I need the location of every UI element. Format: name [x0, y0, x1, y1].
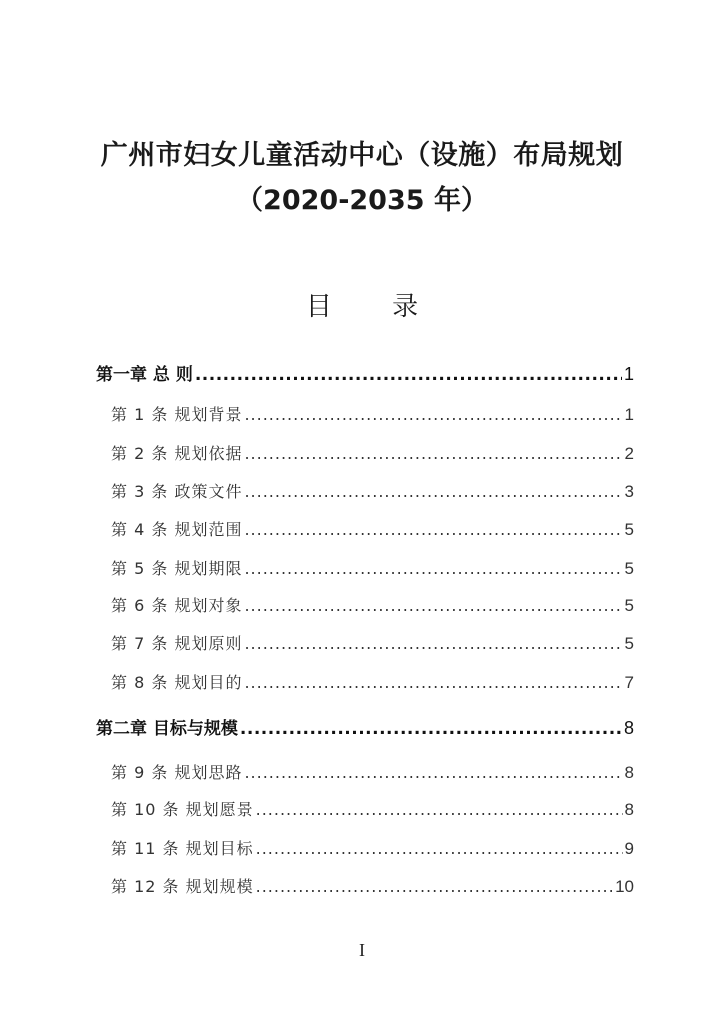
document-subtitle-years: （2020-2035 年） — [236, 185, 488, 216]
toc-entry-page: 1 — [623, 364, 634, 384]
document-title: 广州市妇女儿童活动中心（设施）布局规划 — [100, 140, 624, 171]
toc-entry-label: 第 5 条 规划期限 — [111, 559, 243, 578]
toc-leader-dots — [244, 480, 622, 504]
toc-article-3[interactable] — [111, 480, 634, 504]
toc-leader-dots — [244, 761, 622, 785]
toc-entry-page: 8 — [624, 763, 634, 782]
toc-entry-page: 5 — [624, 634, 634, 653]
toc-entry-page: 8 — [623, 718, 634, 738]
toc-entry-label: 第 11 条 规划目标 — [111, 839, 254, 858]
toc-chapter-2[interactable] — [96, 716, 634, 740]
toc-entry-page: 5 — [624, 559, 634, 578]
toc-entry-label: 第 4 条 规划范围 — [111, 520, 243, 539]
toc-article-11[interactable] — [111, 837, 634, 861]
toc-leader-dots — [244, 671, 622, 695]
toc-leader-dots — [244, 632, 622, 656]
toc-leader-dots — [244, 403, 622, 427]
toc-entry-page: 8 — [624, 800, 634, 819]
toc-entry-page: 2 — [624, 444, 634, 463]
toc-entry-label: 第 9 条 规划思路 — [111, 763, 243, 782]
toc-entry-label: 第一章 总 则 — [96, 365, 193, 385]
toc-article-1[interactable] — [111, 403, 634, 427]
toc-chapter-1[interactable] — [96, 362, 634, 386]
toc-article-9[interactable] — [111, 761, 634, 785]
toc-entry-page: 9 — [624, 839, 634, 858]
toc-leader-dots — [244, 518, 622, 542]
toc-entry-label: 第 6 条 规划对象 — [111, 596, 243, 615]
toc-entry-label: 第 12 条 规划规模 — [111, 877, 254, 896]
toc-article-4[interactable] — [111, 518, 634, 542]
toc-leader-dots — [256, 837, 623, 861]
toc-heading: 目 录 — [305, 292, 445, 322]
toc-leader-dots — [244, 557, 622, 581]
toc-article-5[interactable] — [111, 557, 634, 581]
toc-entry-page: 7 — [624, 673, 634, 692]
toc-leader-dots — [244, 442, 622, 466]
toc-entry-page: 5 — [624, 596, 634, 615]
toc-entry-label: 第 1 条 规划背景 — [111, 405, 243, 424]
toc-article-7[interactable] — [111, 632, 634, 656]
toc-entry-page: 1 — [624, 405, 634, 424]
toc-entry-page: 3 — [624, 482, 634, 501]
toc-article-10[interactable] — [111, 798, 634, 822]
toc-leader-dots — [256, 875, 613, 899]
toc-entry-label: 第 7 条 规划原则 — [111, 634, 243, 653]
toc-leader-dots — [256, 798, 623, 822]
toc-entry-label: 第 8 条 规划目的 — [111, 673, 243, 692]
toc-entry-page: 5 — [624, 520, 634, 539]
toc-entry-label: 第 2 条 规划依据 — [111, 444, 243, 463]
toc-article-12[interactable] — [111, 875, 634, 899]
toc-leader-dots — [244, 594, 622, 618]
page-number-footer: I — [359, 940, 365, 960]
toc-entry-label: 第 10 条 规划愿景 — [111, 800, 254, 819]
toc-entry-label: 第二章 目标与规模 — [96, 719, 238, 739]
toc-article-8[interactable] — [111, 671, 634, 695]
toc-leader-dots — [195, 363, 622, 387]
toc-leader-dots — [240, 717, 622, 741]
toc-article-2[interactable] — [111, 442, 634, 466]
toc-entry-label: 第 3 条 政策文件 — [111, 482, 243, 501]
toc-entry-page: 10 — [615, 877, 634, 896]
toc-article-6[interactable] — [111, 594, 634, 618]
